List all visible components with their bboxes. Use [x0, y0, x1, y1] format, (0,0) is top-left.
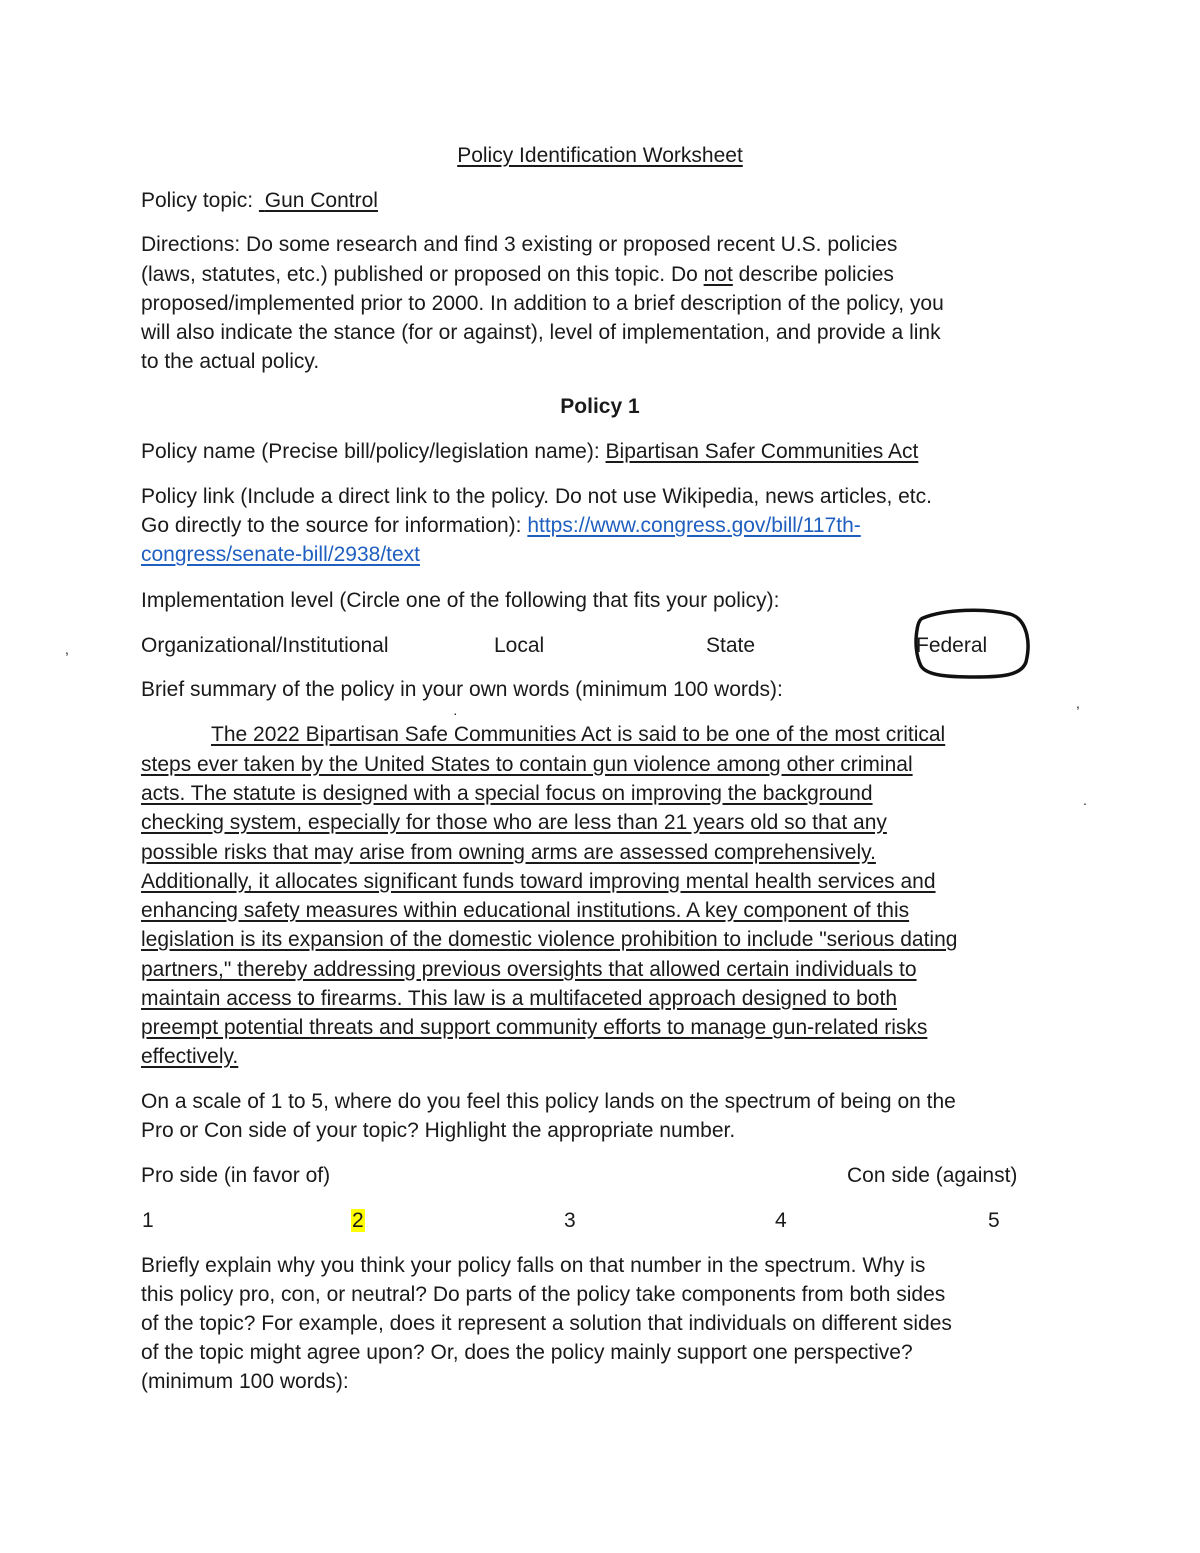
stray-mark: ,	[65, 641, 69, 657]
scale-prompt-line: Pro or Con side of your topic? Highlight the appropriate number.	[141, 1119, 736, 1142]
policy-topic	[141, 188, 378, 214]
directions-not-word: not	[703, 263, 733, 286]
scale-number-5[interactable]: 5	[988, 1209, 1000, 1232]
implementation-option-organizational[interactable]: Organizational/Institutional	[141, 634, 389, 657]
summary-line: Additionally, it allocates significant funds toward improving mental health services and	[141, 870, 936, 893]
policy-name-value: Bipartisan Safer Communities Act	[605, 440, 919, 463]
policy-topic-value: Gun Control	[264, 189, 378, 212]
con-side-label: Con side (against)	[847, 1164, 1018, 1187]
policy-link-url[interactable]: https://www.congress.gov/bill/117th-	[527, 514, 861, 537]
policy-link-url-continued[interactable]: congress/senate-bill/2938/text	[141, 543, 420, 566]
implementation-option-federal[interactable]: Federal	[916, 634, 988, 657]
explain-line: of the topic? For example, does it represent a solution that individuals on different sides	[141, 1312, 952, 1335]
pro-side-label: Pro side (in favor of)	[141, 1164, 331, 1187]
directions-line: will also indicate the stance (for or against), level of implementation, and provide a link	[141, 321, 941, 344]
summary-line: checking system, especially for those who are less than 21 years old so that any	[141, 811, 887, 834]
stray-mark: .	[1083, 792, 1087, 808]
policy-name-label: Policy name (Precise bill/policy/legislation name):	[141, 440, 606, 463]
summary-line: steps ever taken by the United States to contain gun violence among other criminal	[141, 753, 913, 776]
summary-line: The 2022 Bipartisan Safe Communities Act is said to be one of the most critical	[211, 723, 946, 746]
implementation-option-local[interactable]: Local	[494, 634, 545, 657]
implementation-option-state[interactable]: State	[706, 634, 756, 657]
directions-line: Directions: Do some research and find 3 existing or proposed recent U.S. policies	[141, 233, 898, 256]
explain-line: of the topic might agree upon? Or, does the policy mainly support one perspective?	[141, 1341, 913, 1364]
policy-name	[141, 439, 918, 465]
policy-link-instructions: Policy link (Include a direct link to the policy. Do not use Wikipedia, news articles, etc.	[141, 485, 932, 508]
stray-mark: ,	[1076, 695, 1080, 711]
scale-prompt-line: On a scale of 1 to 5, where do you feel this policy lands on the spectrum of being on the	[141, 1090, 956, 1113]
summary-line: legislation is its expansion of the domestic violence prohibition to include "serious dating	[141, 928, 958, 951]
summary-prompt: Brief summary of the policy in your own words (minimum 100 words):	[141, 678, 783, 701]
explain-line: Briefly explain why you think your policy falls on that number in the spectrum. Why is	[141, 1254, 926, 1277]
summary-line: maintain access to firearms. This law is a multifaceted approach designed to both	[141, 987, 897, 1010]
page-title: Policy Identification Worksheet	[457, 144, 743, 167]
scale-number-3[interactable]: 3	[564, 1209, 576, 1232]
summary-line: acts. The statute is designed with a special focus on improving the background	[141, 782, 873, 805]
policy-heading: Policy 1	[560, 395, 640, 418]
policy-link-row: Go directly to the source for information): https://www.congress.gov/bill/117th-	[141, 514, 861, 537]
summary-line: possible risks that may arise from owning arms are assessed comprehensively.	[141, 841, 876, 864]
circle-selection-mark	[905, 604, 1035, 684]
directions-line: to the actual policy.	[141, 350, 320, 373]
stray-mark: ·	[453, 705, 458, 721]
implementation-prompt: Implementation level (Circle one of the following that fits your policy):	[141, 589, 780, 612]
explain-line: this policy pro, con, or neutral? Do parts of the policy take components from both sides	[141, 1283, 946, 1306]
scale-number-2[interactable]	[351, 1208, 365, 1234]
scale-number-1[interactable]: 1	[142, 1209, 154, 1232]
summary-line: enhancing safety measures within educational institutions. A key component of this	[141, 899, 910, 922]
policy-link-row	[141, 542, 420, 568]
summary-line: partners," thereby addressing previous oversights that allowed certain individuals to	[141, 958, 917, 981]
scale-number-4[interactable]: 4	[775, 1209, 787, 1232]
highlighted-number: 2	[352, 1209, 364, 1232]
directions-line: proposed/implemented prior to 2000. In addition to a brief description of the policy, you	[141, 292, 944, 315]
directions-line: (laws, statutes, etc.) published or proposed on this topic. Do not describe policies	[141, 263, 894, 286]
explain-line: (minimum 100 words):	[141, 1370, 349, 1393]
policy-topic-label: Policy topic:	[141, 189, 254, 212]
summary-line: effectively.	[141, 1045, 239, 1068]
summary-line: preempt potential threats and support community efforts to manage gun-related risks	[141, 1016, 928, 1039]
